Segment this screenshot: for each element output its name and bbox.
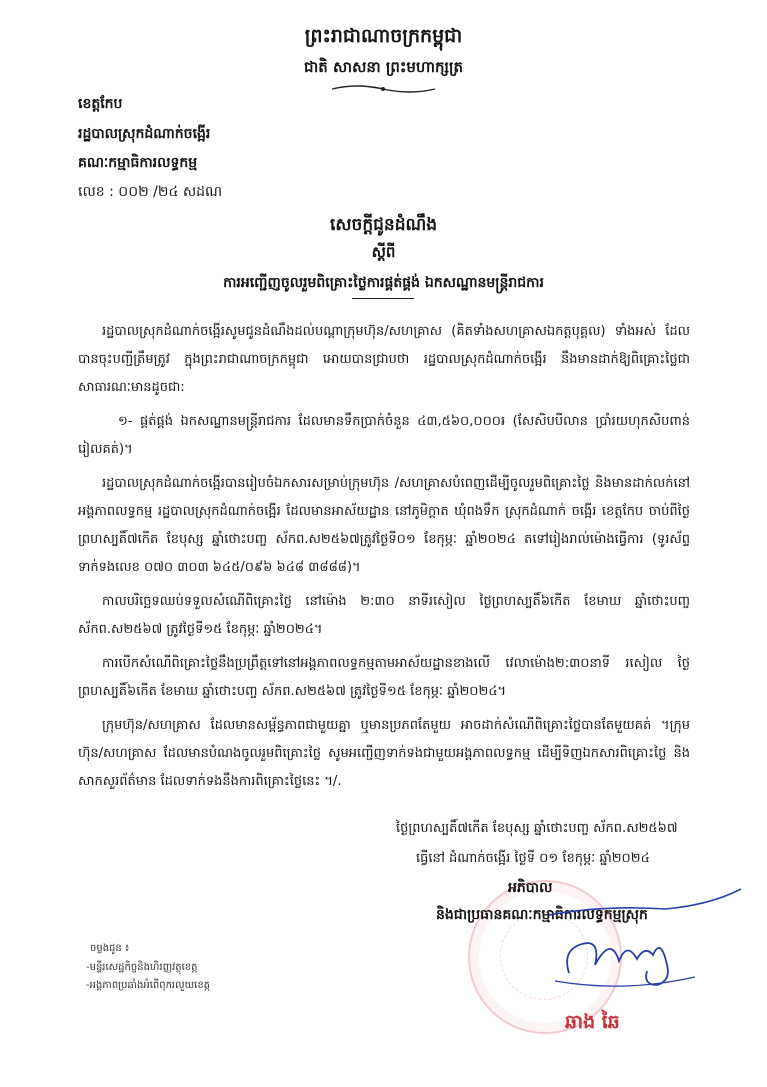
cc-item: -អង្គភាពប្រឆាំងអំពើពុករលួយខេត្ត bbox=[86, 980, 211, 991]
documents-paragraph: រដ្ឋបាលស្រុកដំណាក់ចង្អើរបានរៀបចំឯកសារសម្រាប់ក្រុមហ៊ុន /សហគ្រាសបំពេញដើម្បីចូលរួមពិគ្រោះថ្លៃ និងមានដាក់លក់នៅអង្គភាពលទ្ធកម្ម រដ្ឋបាលស្រុកដំណាក់ចង្អើរ ដែលមានអាស័យដ្ឋាន នៅភូមិក្តាត ឃុំពងទឹក ស្រុកដំណាក់ ចង្អើរ ខេត្តកែប ចាប់ពីថ្ងៃព្រហស្បតិ៍៧កើត ខែបុស្ស ឆ្នាំថោះបញ្ច ស័កព.ស២៥៦៧ត្រូវថ្ងៃទី០១ ខែកុម្ភៈ ឆ្នាំ២០២៤ តទៅរៀងរាល់ម៉ោងធ្វើការ (ទូរស័ព្ទទាក់ទងលេខ ០៧០ ៣០៣ ៦៤៥/០៩៦ ៦៤៨ ៣៨៨៨)។ bbox=[78, 476, 690, 575]
kingdom-header: ព្រះរាជាណាចក្រកម្ពុជា bbox=[304, 25, 463, 47]
province-name: ខេត្តកែប bbox=[78, 96, 123, 112]
district-administration: រដ្ឋបាលស្រុកដំណាក់ចង្អើរ bbox=[78, 126, 211, 142]
motto-ornament-icon bbox=[330, 82, 437, 96]
signatory-name: ឆាង ឆៃ bbox=[565, 1011, 620, 1033]
handwritten-signature-icon bbox=[545, 885, 755, 1000]
document-title: សេចក្តីជូនដំណឹង bbox=[329, 215, 438, 235]
intro-paragraph: រដ្ឋបាលស្រុកដំណាក់ចង្អើរសូមជូនដំណឹងដល់បណ្តាក្រុមហ៊ុន/សហគ្រាស (គិតទាំងសហគ្រាសឯកត្តបុគ្គល) ទាំងអស់ ដែលបានចុះបញ្ជីត្រឹមត្រូវ ក្នុងព្រះរាជាណាចក្រកម្ពុជា អោយបានជ្រាបថា រដ្ឋបាលស្រុកដំណាក់ចង្អើរ នឹងមានដាក់ឱ្យពិគ្រោះថ្លៃជាសាធារណៈមានដូចជា: bbox=[78, 324, 690, 395]
signatory-role: និងជាប្រធានគណៈកម្មាធិការលទ្ធកម្មស្រុក bbox=[436, 907, 648, 923]
cc-label: ចម្លងជូន ៖ bbox=[90, 943, 130, 954]
eligibility-paragraph: ក្រុមហ៊ុន/សហគ្រាស ដែលមានសម្ព័ន្ធភាពជាមួយគ្នា ឬមានប្រភពតែមួយ អាចដាក់សំណើពិគ្រោះថ្លៃបានតែមួយគត់ ។ក្រុមហ៊ុន/សហគ្រាស ដែលមានបំណងចូលរួមពិគ្រោះថ្លៃ សូមអញ្ជើញទាក់ទងជាមួយអង្គភាពលទ្ធកម្ម ដើម្បីទិញឯកសារពិគ្រោះថ្លៃ និងសាកសួរព័ត៌មាន ដែលទាក់ទងនឹងការពិគ្រោះថ្លៃនេះ ។/. bbox=[78, 718, 690, 789]
national-motto: ជាតិ សាសនា ព្រះមហាក្សត្រ bbox=[304, 58, 463, 76]
reference-number: លេខ : ០០២ /២៤ សដណ bbox=[78, 184, 223, 200]
notice-body bbox=[78, 318, 690, 802]
title-underline bbox=[352, 298, 414, 299]
lunar-date: ថ្ងៃព្រហស្បតិ៍៧កើត ខែបុស្ស ឆ្នាំថោះបញ្ច ស័កព.ស២៥៦៧ bbox=[396, 821, 678, 836]
committee-name: គណៈកម្មាធិការលទ្ធកម្ម bbox=[78, 155, 198, 171]
subject-label: ស្តីពី bbox=[371, 243, 396, 261]
solar-date: ធ្វើនៅ ដំណាក់ចង្អើរ ថ្ងៃទី ០១ ខែកុម្ភៈ ឆ្នាំ២០២៤ bbox=[416, 851, 650, 866]
cc-item: -មន្ទីរសេដ្ឋកិច្ចនិងហិរញ្ញវត្ថុខេត្ត bbox=[86, 962, 198, 973]
procurement-item: ១- ផ្គត់ផ្គង់ ឯកសណ្ឋានមន្ត្រីរាជការ ដែលមានទឹកប្រាក់ចំនួន ៤៣,៥៦០,០០០៛ (សែសិបបីលាន ប្រាំរយហុកសិបពាន់ រៀលគត់)។ bbox=[78, 414, 690, 457]
signatory-title: អភិបាល bbox=[508, 880, 553, 896]
opening-paragraph: ការបើកសំណើពិគ្រោះថ្លៃនឹងប្រព្រឹត្តទៅនៅអង្គភាពលទ្ធកម្មតាមអាស័យដ្ឋានខាងលើ វេលាម៉ោង២:៣០នាទី រសៀល ថ្ងៃព្រហស្បតិ៍៦កើត ខែមាឃ ឆ្នាំថោះបញ្ច ស័កព.ស២៥៦៧ ត្រូវថ្ងៃទី១៥ ខែកុម្ភៈ ឆ្នាំ២០២៤។ bbox=[78, 656, 690, 699]
deadline-paragraph: កាលបរិច្ឆេទឈប់ទទួលសំណើពិគ្រោះថ្លៃ នៅម៉ោង ២:៣០ នាទីរសៀល ថ្ងៃព្រហស្បតិ៍៦កើត ខែមាឃ ឆ្នាំថោះបញ្ច ស័កព.ស២៥៦៧ ត្រូវថ្ងៃទី១៥ ខែកុម្ភៈ ឆ្នាំ២០២៤។ bbox=[78, 594, 690, 637]
document-subject: ការអញ្ជើញចូលរួមពិគ្រោះថ្លៃការផ្គត់ផ្គង់ ឯកសណ្ឋានមន្ត្រីរាជការ bbox=[223, 275, 544, 291]
